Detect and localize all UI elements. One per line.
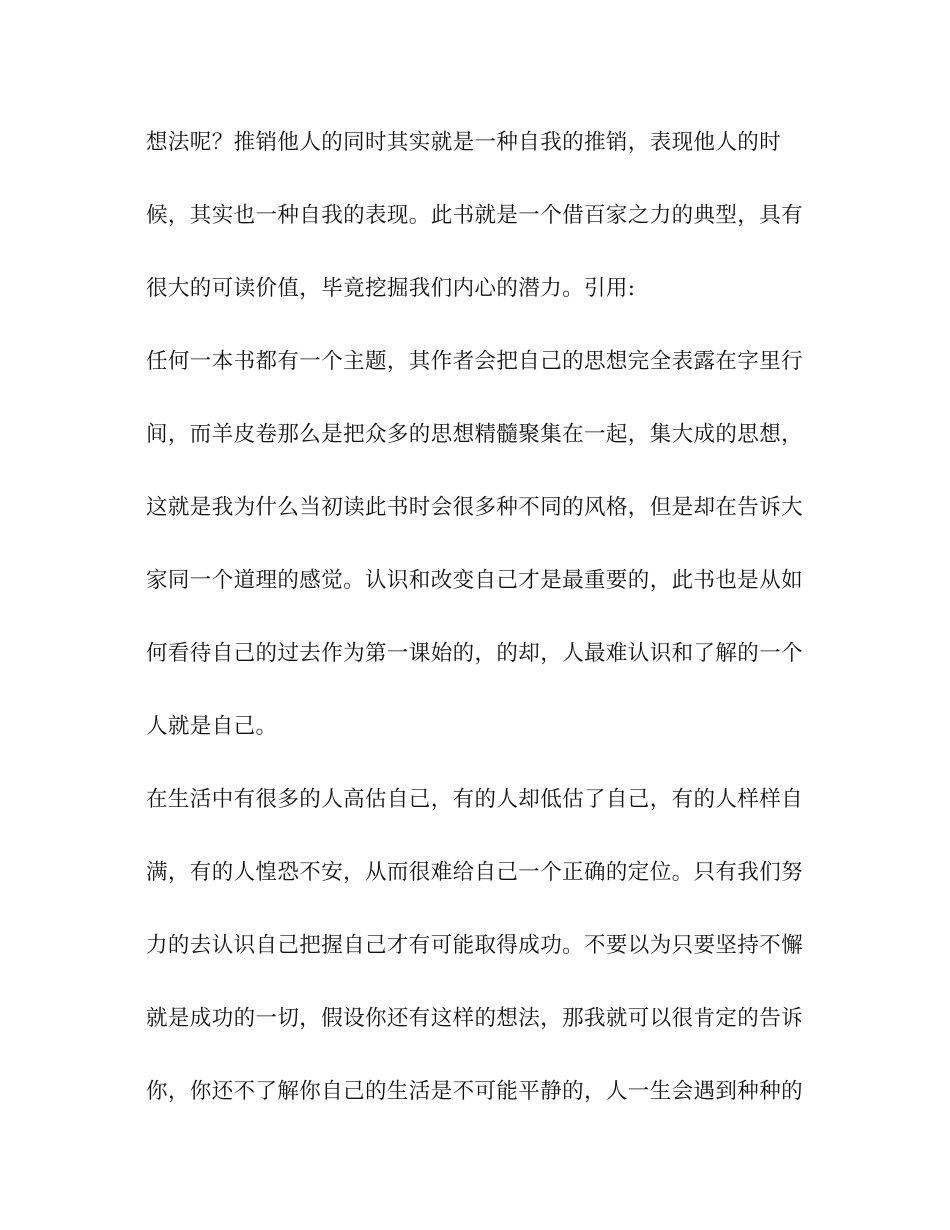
text-line: 在生活中有很多的人高估自己，有的人却低估了自己，有的人样样自 [146,787,804,812]
text-line: 想法呢？推销他人的同时其实就是一种自我的推销，表现他人的时 [146,130,782,155]
text-line: 人就是自己。 [146,714,278,739]
text-line: 力的去认识自己把握自己才有可能取得成功。不要以为只要坚持不懈 [146,933,804,958]
text-line: 任何一本书都有一个主题，其作者会把自己的思想完全表露在字里行 [146,349,804,374]
text-line: 你，你还不了解你自己的生活是不可能平静的，人一生会遇到种种的 [146,1079,804,1104]
text-line: 很大的可读价值，毕竟挖掘我们内心的潜力。引用: [146,276,636,301]
text-line: 何看待自己的过去作为第一课始的，的却，人最难认识和了解的一个 [146,641,804,666]
text-line: 这就是我为什么当初读此书时会很多种不同的风格，但是却在告诉大 [146,495,804,520]
text-line: 满，有的人惶恐不安，从而很难给自己一个正确的定位。只有我们努 [146,860,804,885]
text-line: 候，其实也一种自我的表现。此书就是一个借百家之力的典型，具有 [146,203,804,228]
text-line: 就是成功的一切，假设你还有这样的想法，那我就可以很肯定的告诉 [146,1006,804,1031]
text-line: 家同一个道理的感觉。认识和改变自己才是最重要的，此书也是从如 [146,568,804,593]
text-line: 间，而羊皮卷那么是把众多的思想精髓聚集在一起，集大成的思想， [146,422,804,447]
